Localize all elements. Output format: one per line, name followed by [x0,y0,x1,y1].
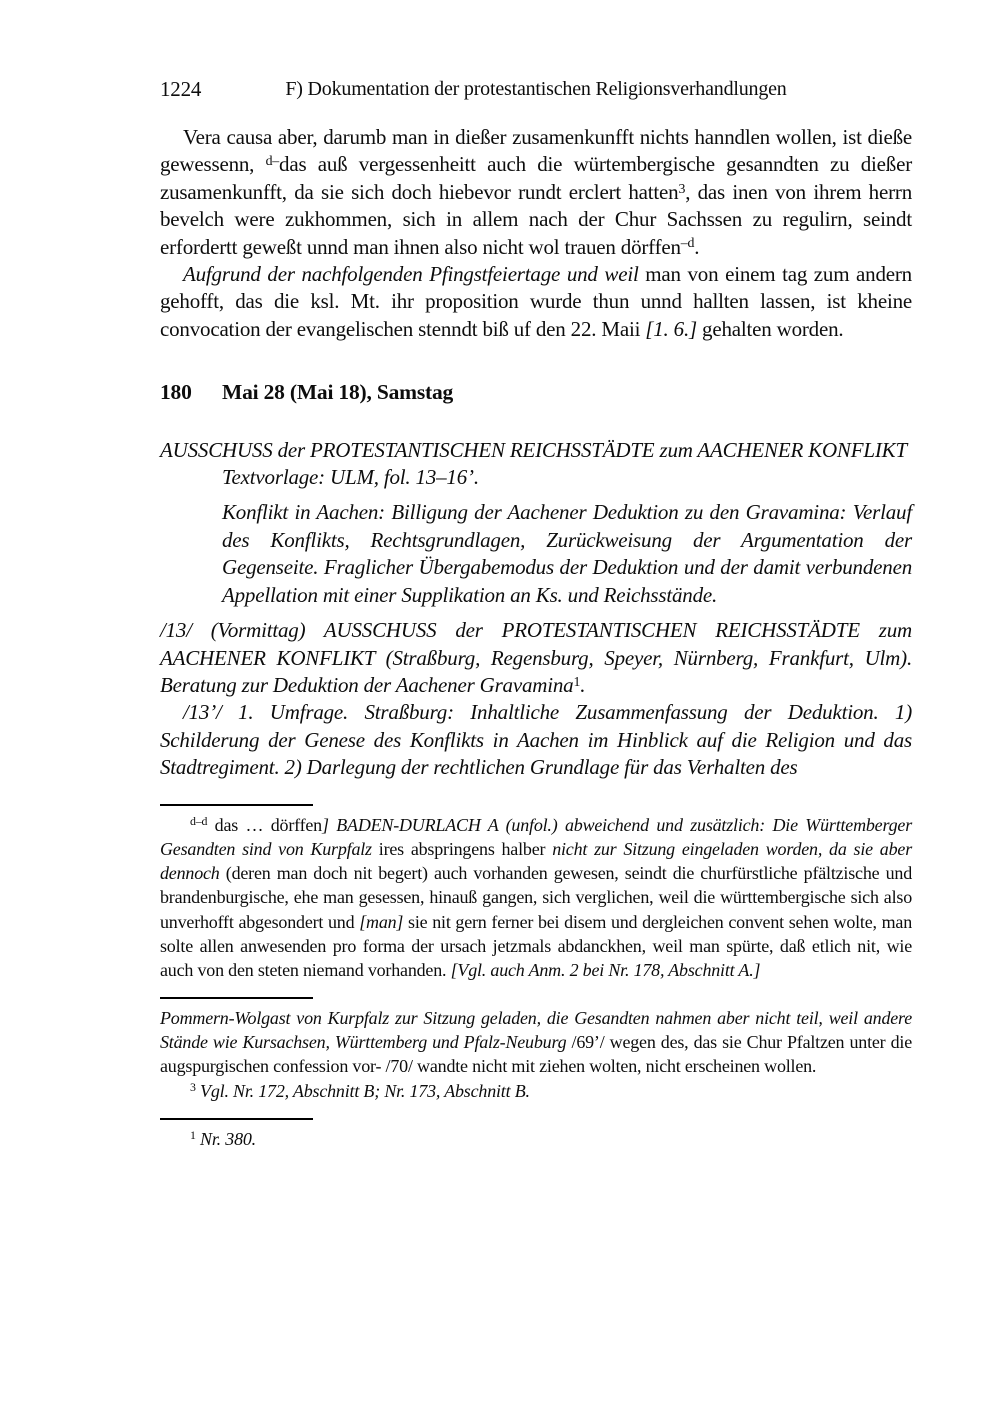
textvorlage-line: Textvorlage: ULM, fol. 13–16’. [222,465,479,490]
footnote-separator [160,804,313,806]
page-number: 1224 [160,77,202,101]
running-header: F) Dokumentation der protestantischen Religionsverhandlungen [285,78,787,100]
footnote-dd: $^{d-d}$ das … dörffen] BADEN-DURLACH A (unfol.) abweichend und zusätzlich: Die Württemberger Gesandten sind von Kurpfalz ires abspringens halber nicht zur Sitzung eingeladen worden, da sie aber dennoch (deren man doch nit begert) auch vorhanden gewesen, seindt die churfürstliche pfältzische und brandenburgische, ehe man gesessen, hinauß gangen, sich verglichen, weil die württembergische sich also unverhofft abgesondert und [man] sie nit gern ferner bei disem und dergleichen convent sehen wolte, man solte allen anwesenden pro forma der ursach jetzmals abdanckhen, weil man spürte, daß etlich nit, wie auch von den steten niemand vorhanden. [Vgl. auch Anm. 2 bei Nr. 178, Abschnitt A.] [160,814,913,981]
footnote-1: $^1$ Nr. 380. [190,1128,256,1149]
entry-title: Mai 28 (Mai 18), Samstag [222,380,454,405]
session-paragraph-13: /13/ (Vormittag) AUSSCHUSS der PROTESTANTISCHEN REICHSSTÄDTE zum AACHENER KONFLIKT (Straßburg, Regensburg, Speyer, Nürnberg, Frankfurt, Ulm). Beratung zur Deduktion der Aachener Gravamina$^1$. [160,618,912,697]
entry-number: 180 [160,380,192,405]
document-heading: AUSSCHUSS der PROTESTANTISCHEN REICHSSTÄDTE zum AACHENER KONFLIKT [160,437,907,462]
page-header [160,76,912,103]
footnote-pommern: Pommern-Wolgast von Kurpfalz zur Sitzung geladen, die Gesandten nahmen aber nicht teil, weil andere Stände wie Kursachsen, Württemberg und Pfalz-Neuburg /69’/ wegen des, das sie Chur Pfaltzen unter die augspurgischen confession vor- /70/ wandte nicht mit ziehen wolten, nicht erscheinen wollen. [160,1007,912,1077]
footnote-3: $^3$ Vgl. Nr. 172, Abschnitt B; Nr. 173, Abschnitt B. [190,1080,530,1101]
body-paragraph-aufgrund: Aufgrund der nachfolgenden Pfingstfeiertage und weil man von einem tag zum andern gehofft, das die ksl. Mt. ihr proposition wurde thun unnd hallten lassen, ist kheine convocation der evangelischen stenndt biß uf den 22. Maii [1. 6.] gehalten worden. [160,262,912,341]
entry-heading [160,379,912,406]
text-column [160,76,912,1151]
footnote-separator [160,997,313,999]
body-paragraph-vera-causa: Vera causa aber, darumb man in dießer zusamenkunfft nichts hanndlen wollen, ist dieße gewessenn, $^{d-}$das auß vergessenheitt auch die würtembergische gesanndten zu dießer zusamenkunfft, da sie sich doch hiebevor rundt erclert hatten$^3$, das inen von ihrem herrn bevelch were zukhommen, sich in allem nach der Chur Sachssen zu regulirn, seindt erfordertt geweßt unnd man ihnen also nicht wol trauen dörffen$^{-d}$. [160,125,913,259]
footnote-separator [160,1118,313,1120]
footnote-area [160,804,912,1152]
session-paragraph-13v: /13’/ 1. Umfrage. Straßburg: Inhaltliche Zusammenfassung der Deduktion. 1) Schilderung der Genese des Konflikts in Aachen im Hinblick auf die Religion und das Stadtregiment. 2) Darlegung der rechtlichen Grundlage für das Verhalten des [160,700,912,780]
regest-paragraph: Konflikt in Aachen: Billigung der Aachener Deduktion zu den Gravamina: Verlauf des Konflikts, Rechtsgrundlagen, Zurückweisung der Argumentation der Gegenseite. Fraglicher Übergabemodus der Deduktion und der damit verbundenen Appellation mit einer Supplikation an Ks. und Reichsstände. [222,500,912,607]
